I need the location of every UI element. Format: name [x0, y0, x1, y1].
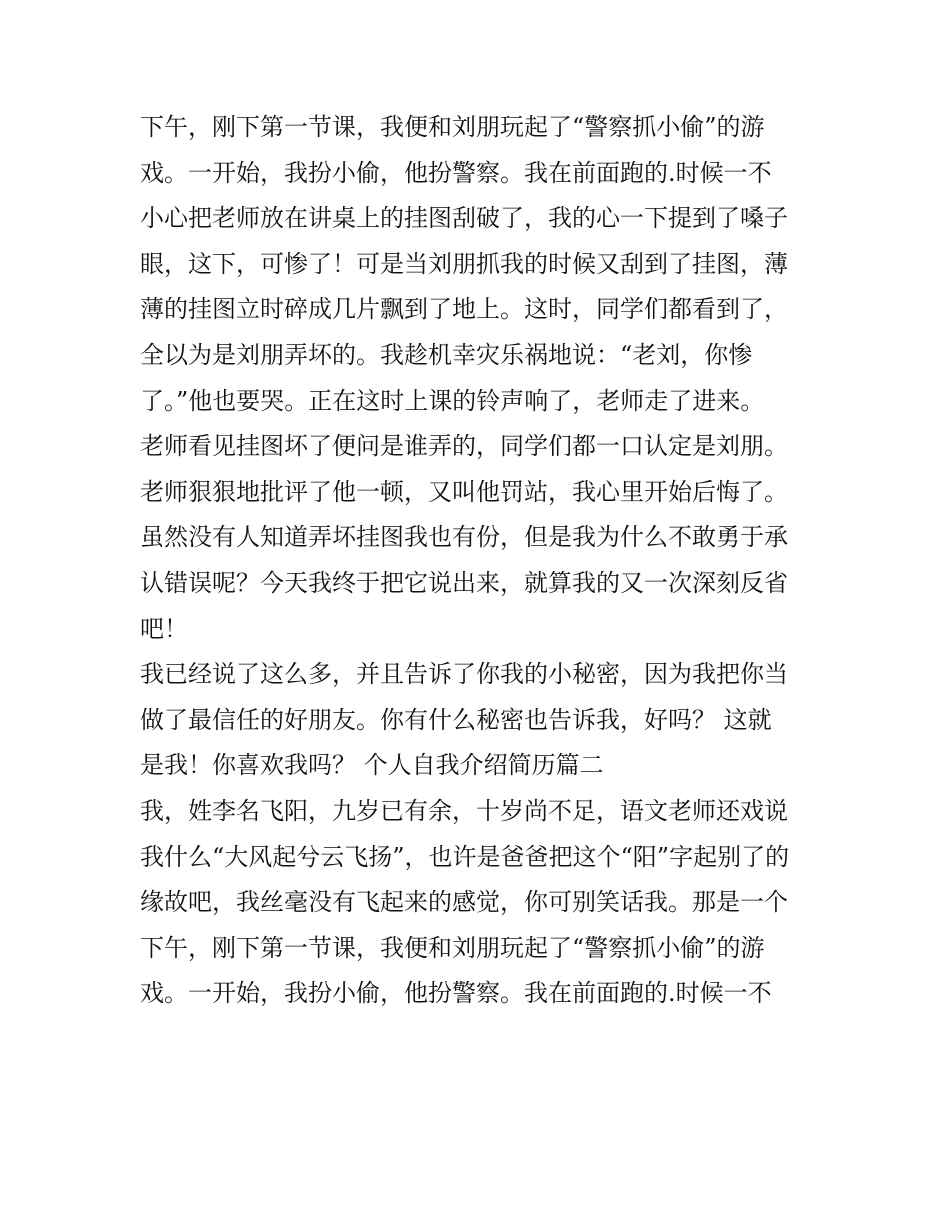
text-line: 老师狠狠地批评了他一顿，又叫他罚站，我心里开始后悔了。 — [140, 477, 788, 506]
text-line: 吧！ — [140, 614, 188, 643]
text-line: 小心把老师放在讲桌上的挂图刮破了，我的心一下提到了嗓子 — [140, 204, 788, 233]
section-heading-line: 是我！你喜欢我吗？ 个人自我介绍简历篇二 — [140, 751, 604, 780]
text-line: 下午，刚下第一节课，我便和刘朋玩起了“警察抓小偷”的游 — [140, 933, 765, 962]
essay-text — [140, 105, 820, 1017]
text-line: 做了最信任的好朋友。你有什么秘密也告诉我，好吗？ 这就 — [140, 705, 772, 734]
text-line: 我已经说了这么多，并且告诉了你我的小秘密，因为我把你当 — [140, 660, 788, 689]
text-line: 虽然没有人知道弄坏挂图我也有份，但是我为什么不敢勇于承 — [140, 523, 788, 552]
text-line: 下午，刚下第一节课，我便和刘朋玩起了“警察抓小偷”的游 — [140, 113, 765, 141]
text-line: 眼，这下，可惨了！可是当刘朋抓我的时候又刮到了挂图，薄 — [140, 249, 788, 278]
text-line: 了。”他也要哭。正在这时上课的铃声响了，老师走了进来。 — [140, 386, 765, 415]
text-line: 戏。一开始，我扮小偷，他扮警察。我在前面跑的.时候一不 — [140, 158, 772, 187]
text-line: 缘故吧，我丝毫没有飞起来的感觉，你可别笑话我。那是一个 — [140, 888, 788, 917]
text-line: 全以为是刘朋弄坏的。我趁机幸灾乐祸地说：“老刘，你惨 — [140, 340, 753, 369]
text-line: 戏。一开始，我扮小偷，他扮警察。我在前面跑的.时候一不 — [140, 979, 772, 1008]
text-line: 我，姓李名飞阳，九岁已有余，十岁尚不足，语文老师还戏说 — [140, 796, 788, 825]
text-line: 我什么“大风起兮云飞扬”，也许是爸爸把这个“阳”字起别了的 — [140, 842, 790, 871]
text-line: 薄的挂图立时碎成几片飘到了地上。这时，同学们都看到了， — [140, 295, 788, 324]
text-line: 认错误呢？今天我终于把它说出来，就算我的又一次深刻反省 — [140, 568, 788, 597]
text-line: 老师看见挂图坏了便问是谁弄的，同学们都一口认定是刘朋。 — [140, 432, 788, 461]
